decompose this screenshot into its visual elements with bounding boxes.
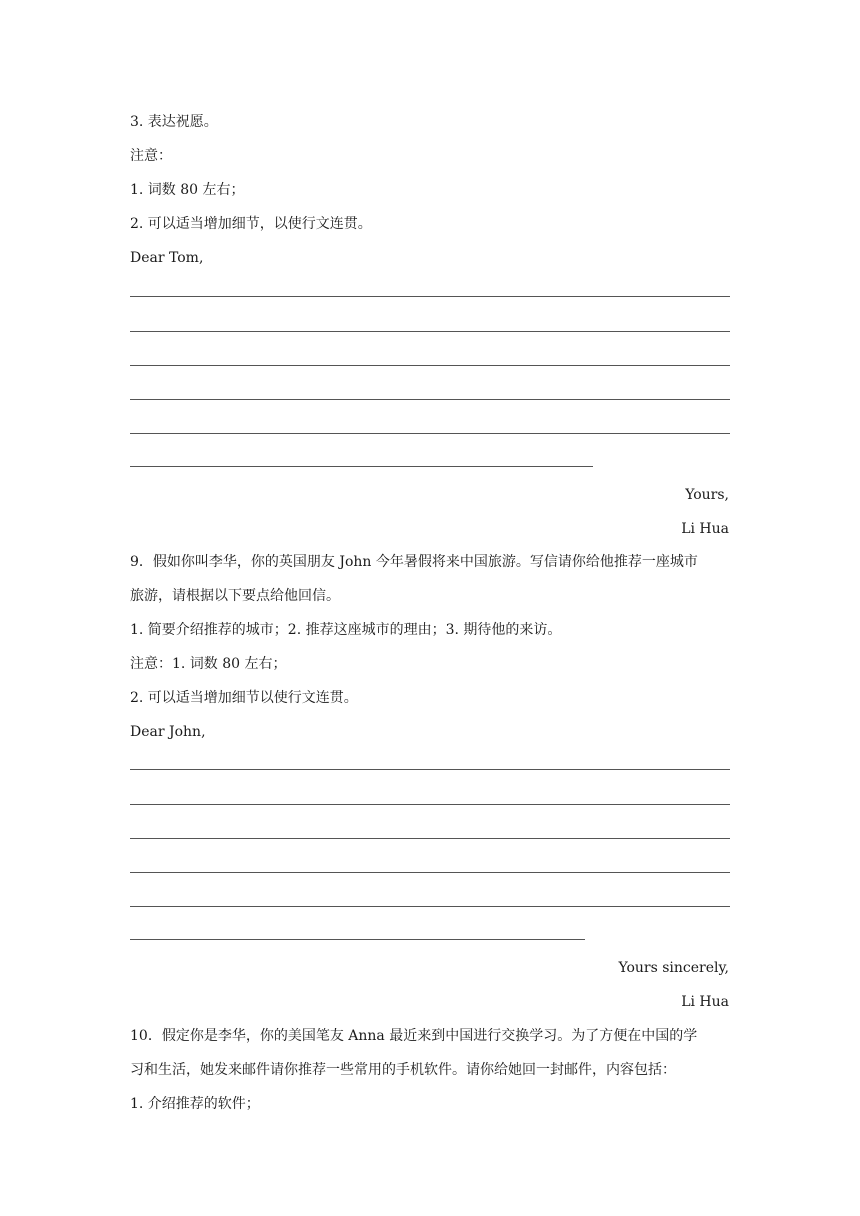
note-details: 2. 可以适当增加细节，以使行文连贯。 [130,216,372,232]
task-item-3: 3. 表达祝愿。 [130,114,218,130]
answer-line[interactable] [130,906,730,907]
answer-line[interactable] [130,466,593,467]
answer-line[interactable] [130,804,730,805]
question-9-note-details: 2. 可以适当增加细节以使行文连贯。 [130,690,358,706]
question-9-prompt-line2: 旅游，请根据以下要点给他回信。 [130,588,340,604]
letter-greeting: Dear Tom, [130,250,204,266]
answer-line[interactable] [130,769,730,770]
letter-closing: Yours, [685,487,729,503]
answer-line[interactable] [130,838,730,839]
question-9-note-word-count: 注意：1. 词数 80 左右； [130,656,287,672]
question-10-item-1: 1. 介绍推荐的软件； [130,1096,260,1112]
question-10-prompt-line2: 习和生活，她发来邮件请你推荐一些常用的手机软件。请你给她回一封邮件，内容包括： [130,1062,676,1078]
letter-signature: Li Hua [681,521,729,537]
note-label: 注意： [130,148,172,164]
answer-line[interactable] [130,872,730,873]
question-9-prompt-line1: 9．假如你叫李华，你的英国朋友 John 今年暑假将来中国旅游。写信请你给他推荐一座城市 [130,554,698,570]
answer-line[interactable] [130,331,730,332]
letter-greeting: Dear John, [130,724,206,740]
answer-line[interactable] [130,296,730,297]
answer-line[interactable] [130,433,730,434]
letter-signature: Li Hua [681,994,729,1010]
letter-closing: Yours sincerely, [618,960,729,976]
note-word-count: 1. 词数 80 左右； [130,182,245,198]
answer-line[interactable] [130,399,730,400]
question-10-prompt-line1: 10．假定你是李华，你的美国笔友 Anna 最近来到中国进行交换学习。为了方便在中国的学 [130,1028,698,1044]
answer-line[interactable] [130,365,730,366]
answer-line[interactable] [130,939,585,940]
question-9-points: 1. 简要介绍推荐的城市；2. 推荐这座城市的理由；3. 期待他的来访。 [130,622,562,638]
